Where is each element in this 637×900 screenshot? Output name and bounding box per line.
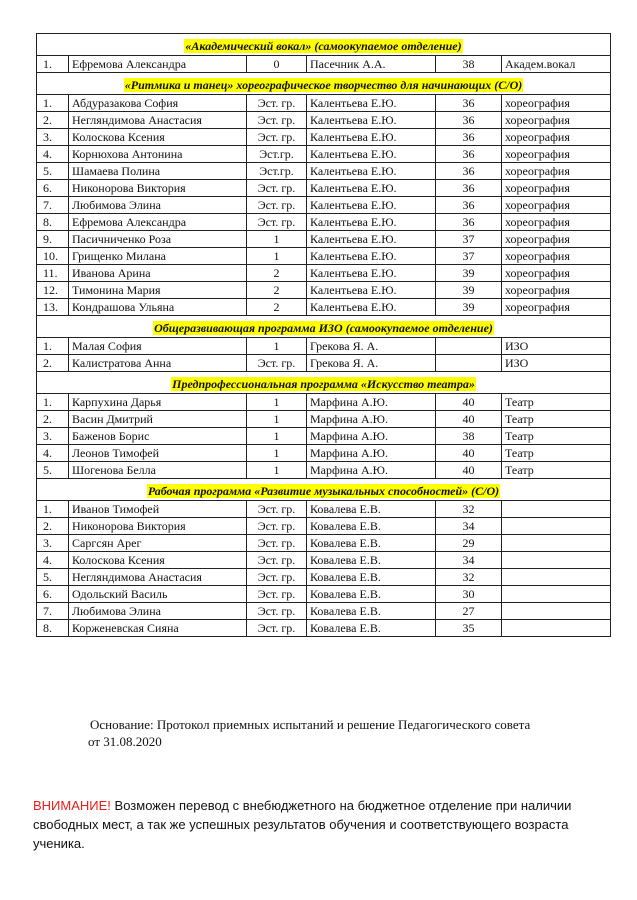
score-cell: 40 (436, 445, 502, 462)
teacher-cell: Грекова Я. А. (307, 355, 436, 372)
row-number: 10. (37, 248, 69, 265)
student-name: Иванова Арина (69, 265, 247, 282)
row-number: 2. (37, 518, 69, 535)
table-row (37, 394, 611, 411)
score-cell: 40 (436, 394, 502, 411)
group-cell: Эст.гр. (247, 163, 307, 180)
teacher-cell: Калентьева Е.Ю. (307, 265, 436, 282)
department-cell: хореография (502, 299, 611, 316)
teacher-cell: Калентьева Е.Ю. (307, 163, 436, 180)
score-cell: 36 (436, 129, 502, 146)
group-cell: Эст. гр. (247, 603, 307, 620)
row-number: 7. (37, 197, 69, 214)
row-number: 6. (37, 180, 69, 197)
table-row (37, 518, 611, 535)
student-name: Иванов Тимофей (69, 501, 247, 518)
student-name: Кондрашова Ульяна (69, 299, 247, 316)
table-row (37, 620, 611, 637)
score-cell: 36 (436, 163, 502, 180)
department-cell: хореография (502, 146, 611, 163)
group-cell: Эст. гр. (247, 112, 307, 129)
teacher-cell: Калентьева Е.Ю. (307, 95, 436, 112)
department-cell: хореография (502, 248, 611, 265)
teacher-cell: Марфина А.Ю. (307, 428, 436, 445)
teacher-cell: Ковалева Е.В. (307, 569, 436, 586)
student-name: Негляндимова Анастасия (69, 112, 247, 129)
score-cell: 32 (436, 569, 502, 586)
teacher-cell: Ковалева Е.В. (307, 620, 436, 637)
student-name: Шамаева Полина (69, 163, 247, 180)
teacher-cell: Калентьева Е.Ю. (307, 299, 436, 316)
row-number: 7. (37, 603, 69, 620)
group-cell: 1 (247, 338, 307, 355)
row-number: 1. (37, 501, 69, 518)
section-title: Общеразвивающая программа ИЗО (самоокупаемое отделение) (154, 321, 493, 335)
student-name: Никонорова Виктория (69, 180, 247, 197)
section-title: Рабочая программа «Развитие музыкальных способностей» (С/О) (147, 484, 500, 498)
student-name: Корженевская Сияна (69, 620, 247, 637)
group-cell: Эст. гр. (247, 518, 307, 535)
row-number: 6. (37, 586, 69, 603)
table-row (37, 462, 611, 479)
row-number: 4. (37, 445, 69, 462)
teacher-cell: Ковалева Е.В. (307, 501, 436, 518)
student-name: Абдуразакова София (69, 95, 247, 112)
student-name: Карпухина Дарья (69, 394, 247, 411)
table-row (37, 355, 611, 372)
department-cell: Театр (502, 428, 611, 445)
table-row (37, 129, 611, 146)
basis-line-2: от 31.08.2020 (88, 734, 162, 749)
score-cell: 36 (436, 95, 502, 112)
department-cell (502, 535, 611, 552)
student-name: Пасичниченко Роза (69, 231, 247, 248)
student-name: Ефремова Александра (69, 56, 247, 73)
department-cell: хореография (502, 197, 611, 214)
teacher-cell: Калентьева Е.Ю. (307, 248, 436, 265)
student-name: Тимонина Мария (69, 282, 247, 299)
student-name: Баженов Борис (69, 428, 247, 445)
group-cell: 1 (247, 462, 307, 479)
table-row (37, 586, 611, 603)
student-name: Грищенко Милана (69, 248, 247, 265)
department-cell: хореография (502, 282, 611, 299)
section-title: Предпрофессиональная программа «Искусство театра» (172, 377, 475, 391)
department-cell: хореография (502, 214, 611, 231)
department-cell: хореография (502, 163, 611, 180)
attention-text: Возможен перевод с внебюджетного на бюджетное отделение при наличии свободных мест, а так же успешных результатов обучения и соответствующего возраста ученика. (33, 798, 572, 851)
section-header (37, 479, 611, 501)
score-cell (436, 338, 502, 355)
group-cell: Эст. гр. (247, 180, 307, 197)
group-cell: Эст. гр. (247, 197, 307, 214)
row-number: 12. (37, 282, 69, 299)
teacher-cell: Калентьева Е.Ю. (307, 282, 436, 299)
row-number: 1. (37, 56, 69, 73)
teacher-cell: Калентьева Е.Ю. (307, 214, 436, 231)
section-header (37, 372, 611, 394)
score-cell: 32 (436, 501, 502, 518)
group-cell: 0 (247, 56, 307, 73)
section-title-cell (37, 34, 611, 56)
row-number: 1. (37, 95, 69, 112)
student-name: Негляндимова Анастасия (69, 569, 247, 586)
enrollment-table (36, 33, 611, 637)
row-number: 4. (37, 552, 69, 569)
table-row (37, 146, 611, 163)
row-number: 5. (37, 462, 69, 479)
group-cell: 2 (247, 282, 307, 299)
score-cell: 39 (436, 282, 502, 299)
score-cell: 34 (436, 552, 502, 569)
student-name: Одольский Василь (69, 586, 247, 603)
table-row (37, 535, 611, 552)
table-row (37, 428, 611, 445)
table-row (37, 248, 611, 265)
table-row (37, 214, 611, 231)
score-cell: 36 (436, 197, 502, 214)
score-cell: 39 (436, 299, 502, 316)
department-cell: ИЗО (502, 338, 611, 355)
section-header (37, 73, 611, 95)
student-name: Любимова Элина (69, 603, 247, 620)
department-cell (502, 552, 611, 569)
department-cell: Театр (502, 411, 611, 428)
score-cell: 36 (436, 214, 502, 231)
score-cell: 37 (436, 248, 502, 265)
row-number: 4. (37, 146, 69, 163)
department-cell: хореография (502, 180, 611, 197)
teacher-cell: Грекова Я. А. (307, 338, 436, 355)
student-name: Малая София (69, 338, 247, 355)
teacher-cell: Калентьева Е.Ю. (307, 197, 436, 214)
row-number: 8. (37, 620, 69, 637)
student-name: Шогенова Белла (69, 462, 247, 479)
department-cell: хореография (502, 231, 611, 248)
table-row (37, 445, 611, 462)
department-cell (502, 586, 611, 603)
group-cell: Эст.гр. (247, 146, 307, 163)
student-name: Колоскова Ксения (69, 129, 247, 146)
score-cell: 36 (436, 112, 502, 129)
group-cell: 2 (247, 299, 307, 316)
student-name: Колоскова Ксения (69, 552, 247, 569)
score-cell: 27 (436, 603, 502, 620)
teacher-cell: Ковалева Е.В. (307, 518, 436, 535)
department-cell: Академ.вокал (502, 56, 611, 73)
score-cell: 36 (436, 146, 502, 163)
group-cell: 1 (247, 445, 307, 462)
score-cell: 40 (436, 462, 502, 479)
section-title: «Ритмика и танец» хореографическое творчество для начинающих (С/О) (124, 78, 523, 92)
table-row (37, 338, 611, 355)
teacher-cell: Пасечник А.А. (307, 56, 436, 73)
student-name: Саргсян Арег (69, 535, 247, 552)
row-number: 5. (37, 163, 69, 180)
department-cell: ИЗО (502, 355, 611, 372)
table-row (37, 603, 611, 620)
teacher-cell: Калентьева Е.Ю. (307, 231, 436, 248)
row-number: 11. (37, 265, 69, 282)
department-cell: Театр (502, 462, 611, 479)
group-cell: Эст. гр. (247, 129, 307, 146)
department-cell (502, 569, 611, 586)
row-number: 2. (37, 411, 69, 428)
score-cell: 39 (436, 265, 502, 282)
section-header (37, 34, 611, 56)
row-number: 1. (37, 394, 69, 411)
row-number: 8. (37, 214, 69, 231)
student-name: Ефремова Александра (69, 214, 247, 231)
department-cell: Театр (502, 394, 611, 411)
table-row (37, 112, 611, 129)
student-name: Васин Дмитрий (69, 411, 247, 428)
score-cell: 29 (436, 535, 502, 552)
teacher-cell: Калентьева Е.Ю. (307, 180, 436, 197)
basis-note (90, 716, 620, 750)
group-cell: 1 (247, 231, 307, 248)
teacher-cell: Ковалева Е.В. (307, 535, 436, 552)
table-row (37, 163, 611, 180)
student-name: Леонов Тимофей (69, 445, 247, 462)
section-title-cell (37, 479, 611, 501)
score-cell: 34 (436, 518, 502, 535)
table-row (37, 95, 611, 112)
student-name: Любимова Элина (69, 197, 247, 214)
table-row (37, 552, 611, 569)
section-title-cell (37, 73, 611, 95)
group-cell: 1 (247, 248, 307, 265)
group-cell: 1 (247, 411, 307, 428)
group-cell: Эст. гр. (247, 620, 307, 637)
group-cell: Эст. гр. (247, 586, 307, 603)
row-number: 3. (37, 129, 69, 146)
group-cell: Эст. гр. (247, 569, 307, 586)
score-cell: 36 (436, 180, 502, 197)
department-cell (502, 518, 611, 535)
table-row (37, 180, 611, 197)
section-title: «Академический вокал» (самоокупаемое отделение) (185, 39, 462, 53)
teacher-cell: Калентьева Е.Ю. (307, 146, 436, 163)
group-cell: 1 (247, 394, 307, 411)
section-title-cell (37, 372, 611, 394)
teacher-cell: Ковалева Е.В. (307, 586, 436, 603)
table-row (37, 231, 611, 248)
score-cell: 38 (436, 56, 502, 73)
department-cell (502, 603, 611, 620)
row-number: 13. (37, 299, 69, 316)
group-cell: Эст. гр. (247, 501, 307, 518)
department-cell: хореография (502, 112, 611, 129)
group-cell: 2 (247, 265, 307, 282)
group-cell: 1 (247, 428, 307, 445)
table-row (37, 569, 611, 586)
group-cell: Эст. гр. (247, 214, 307, 231)
attention-label: ВНИМАНИЕ! (33, 798, 111, 813)
department-cell (502, 620, 611, 637)
department-cell: хореография (502, 265, 611, 282)
table-row (37, 56, 611, 73)
score-cell: 40 (436, 411, 502, 428)
teacher-cell: Марфина А.Ю. (307, 445, 436, 462)
row-number: 9. (37, 231, 69, 248)
row-number: 2. (37, 355, 69, 372)
table-row (37, 501, 611, 518)
score-cell: 37 (436, 231, 502, 248)
score-cell: 35 (436, 620, 502, 637)
table-row (37, 265, 611, 282)
student-name: Калистратова Анна (69, 355, 247, 372)
row-number: 3. (37, 428, 69, 445)
teacher-cell: Марфина А.Ю. (307, 462, 436, 479)
teacher-cell: Калентьева Е.Ю. (307, 112, 436, 129)
score-cell: 30 (436, 586, 502, 603)
row-number: 2. (37, 112, 69, 129)
department-cell: хореография (502, 129, 611, 146)
table-row (37, 282, 611, 299)
department-cell (502, 501, 611, 518)
attention-notice (33, 796, 623, 853)
row-number: 1. (37, 338, 69, 355)
teacher-cell: Ковалева Е.В. (307, 603, 436, 620)
group-cell: Эст. гр. (247, 552, 307, 569)
row-number: 3. (37, 535, 69, 552)
department-cell: Театр (502, 445, 611, 462)
student-name: Никонорова Виктория (69, 518, 247, 535)
section-title-cell (37, 316, 611, 338)
group-cell: Эст. гр. (247, 95, 307, 112)
teacher-cell: Калентьева Е.Ю. (307, 129, 436, 146)
table-row (37, 197, 611, 214)
teacher-cell: Марфина А.Ю. (307, 394, 436, 411)
basis-line-1: Основание: Протокол приемных испытаний и решение Педагогического совета (90, 717, 531, 732)
teacher-cell: Марфина А.Ю. (307, 411, 436, 428)
group-cell: Эст. гр. (247, 355, 307, 372)
student-name: Корнюхова Антонина (69, 146, 247, 163)
department-cell: хореография (502, 95, 611, 112)
section-header (37, 316, 611, 338)
group-cell: Эст. гр. (247, 535, 307, 552)
score-cell: 38 (436, 428, 502, 445)
table-row (37, 299, 611, 316)
teacher-cell: Ковалева Е.В. (307, 552, 436, 569)
table-row (37, 411, 611, 428)
row-number: 5. (37, 569, 69, 586)
score-cell (436, 355, 502, 372)
